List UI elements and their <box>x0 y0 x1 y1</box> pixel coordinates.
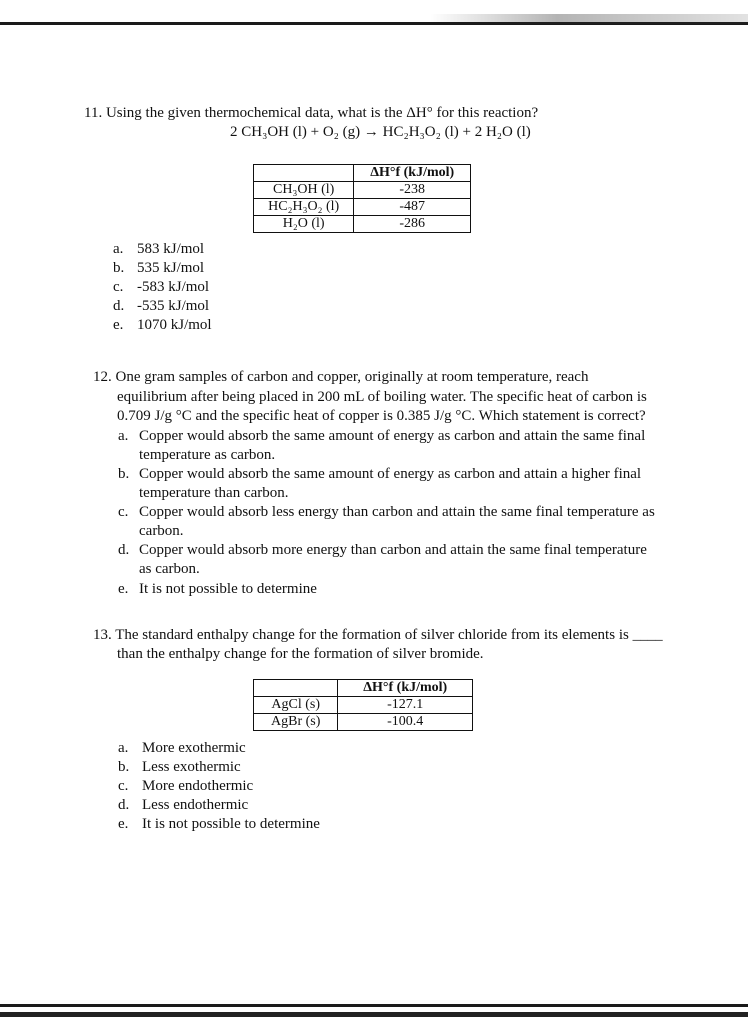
choice-item[interactable] <box>113 316 212 335</box>
q12-choice-b-cont: temperature than carbon. <box>139 485 289 501</box>
table-row <box>254 199 471 216</box>
choice-letter: d. <box>118 542 130 558</box>
page-bottom-edge <box>0 1004 748 1007</box>
value-cell: -127.1 <box>338 697 473 714</box>
choice-text: It is not possible to determine <box>142 816 320 832</box>
compound-cell: AgBr (s) <box>254 714 338 731</box>
choice-letter: e. <box>113 317 124 333</box>
value-cell: -286 <box>354 216 471 233</box>
value-cell: -100.4 <box>338 714 473 731</box>
choice-letter: b. <box>118 466 130 482</box>
choice-letter: c. <box>118 778 129 794</box>
q13-enthalpy-table <box>253 679 473 731</box>
q13-stem-line2: than the enthalpy change for the formation of silver bromide. <box>117 646 484 662</box>
choice-text: -535 kJ/mol <box>137 298 210 314</box>
q12-choice-c[interactable] <box>118 503 655 521</box>
choice-letter: b. <box>113 260 125 276</box>
choice-letter: e. <box>118 816 129 832</box>
choice-text: Copper would absorb more energy than carbon and attain the same final temperature <box>139 542 647 558</box>
choice-text: Copper would absorb the same amount of energy as carbon and attain the same final <box>139 428 646 444</box>
choice-letter: a. <box>118 740 129 756</box>
q12-stem-line2: equilibrium after being placed in 200 mL of boiling water. The specific heat of carbon is <box>117 389 647 405</box>
compound-cell: HC₂H₃O₂ (l) <box>254 199 354 216</box>
q11-choices <box>113 240 212 335</box>
q12-choice-c-cont: carbon. <box>139 523 184 539</box>
choice-text: More endothermic <box>142 778 254 794</box>
q11-stem: 11. Using the given thermochemical data, what is the ΔH° for this reaction? <box>84 105 539 121</box>
table-row <box>254 182 471 199</box>
compound-cell: AgCl (s) <box>254 697 338 714</box>
q13-stem-line1: 13. The standard enthalpy change for the formation of silver chloride from its elements is ____ <box>93 627 663 643</box>
compound-cell: H₂O (l) <box>254 216 354 233</box>
q13-choices <box>118 739 320 834</box>
choice-item[interactable] <box>118 758 320 777</box>
q13-table-header: ΔH°f (kJ/mol) <box>338 680 473 697</box>
choice-letter: a. <box>113 241 124 257</box>
choice-letter: e. <box>118 581 129 597</box>
value-cell: -487 <box>354 199 471 216</box>
choice-letter: d. <box>113 298 125 314</box>
choice-text: It is not possible to determine <box>139 581 317 597</box>
choice-text: 535 kJ/mol <box>137 260 205 276</box>
q11-table-header: ΔH°f (kJ/mol) <box>354 165 471 182</box>
q12-choice-d-cont: as carbon. <box>139 561 200 577</box>
page-bottom-shadow <box>0 1012 748 1017</box>
q11-enthalpy-table <box>253 164 471 233</box>
choice-letter: c. <box>118 504 129 520</box>
table-row <box>254 216 471 233</box>
q12-choice-e[interactable] <box>118 580 317 598</box>
choice-letter: a. <box>118 428 129 444</box>
table-row <box>254 714 473 731</box>
q12-stem-line3: 0.709 J/g °C and the specific heat of copper is 0.385 J/g °C. Which statement is correct? <box>117 408 646 424</box>
choice-text: Less endothermic <box>142 797 249 813</box>
q12-choice-a-cont: temperature as carbon. <box>139 447 276 463</box>
q12-choice-d[interactable] <box>118 541 647 559</box>
choice-text: Less exothermic <box>142 759 241 775</box>
choice-item[interactable] <box>113 278 212 297</box>
q12-choice-b[interactable] <box>118 465 642 483</box>
choice-letter: d. <box>118 797 130 813</box>
compound-cell: CH₃OH (l) <box>254 182 354 199</box>
choice-text: 583 kJ/mol <box>137 241 205 257</box>
choice-item[interactable] <box>118 815 320 834</box>
q12-choice-a[interactable] <box>118 427 646 445</box>
page-top-shadow <box>430 14 748 24</box>
choice-text: 1070 kJ/mol <box>137 317 212 333</box>
choice-item[interactable] <box>113 297 212 316</box>
choice-item[interactable] <box>118 777 320 796</box>
choice-item[interactable] <box>118 796 320 815</box>
q12-stem-line1: 12. One gram samples of carbon and copper, originally at room temperature, reach <box>93 369 589 385</box>
choice-letter: c. <box>113 279 124 295</box>
table-row <box>254 697 473 714</box>
choice-text: -583 kJ/mol <box>137 279 210 295</box>
choice-item[interactable] <box>113 240 212 259</box>
choice-item[interactable] <box>113 259 212 278</box>
choice-text: Copper would absorb less energy than carbon and attain the same final temperature as <box>139 504 655 520</box>
q11-equation: 2 CH₃OH (l) + O₂ (g) → HC₂H₃O₂ (l) + 2 H₂O (l) <box>230 124 531 140</box>
choice-letter: b. <box>118 759 130 775</box>
choice-text: More exothermic <box>142 740 246 756</box>
value-cell: -238 <box>354 182 471 199</box>
choice-text: Copper would absorb the same amount of energy as carbon and attain a higher final <box>139 466 642 482</box>
choice-item[interactable] <box>118 739 320 758</box>
